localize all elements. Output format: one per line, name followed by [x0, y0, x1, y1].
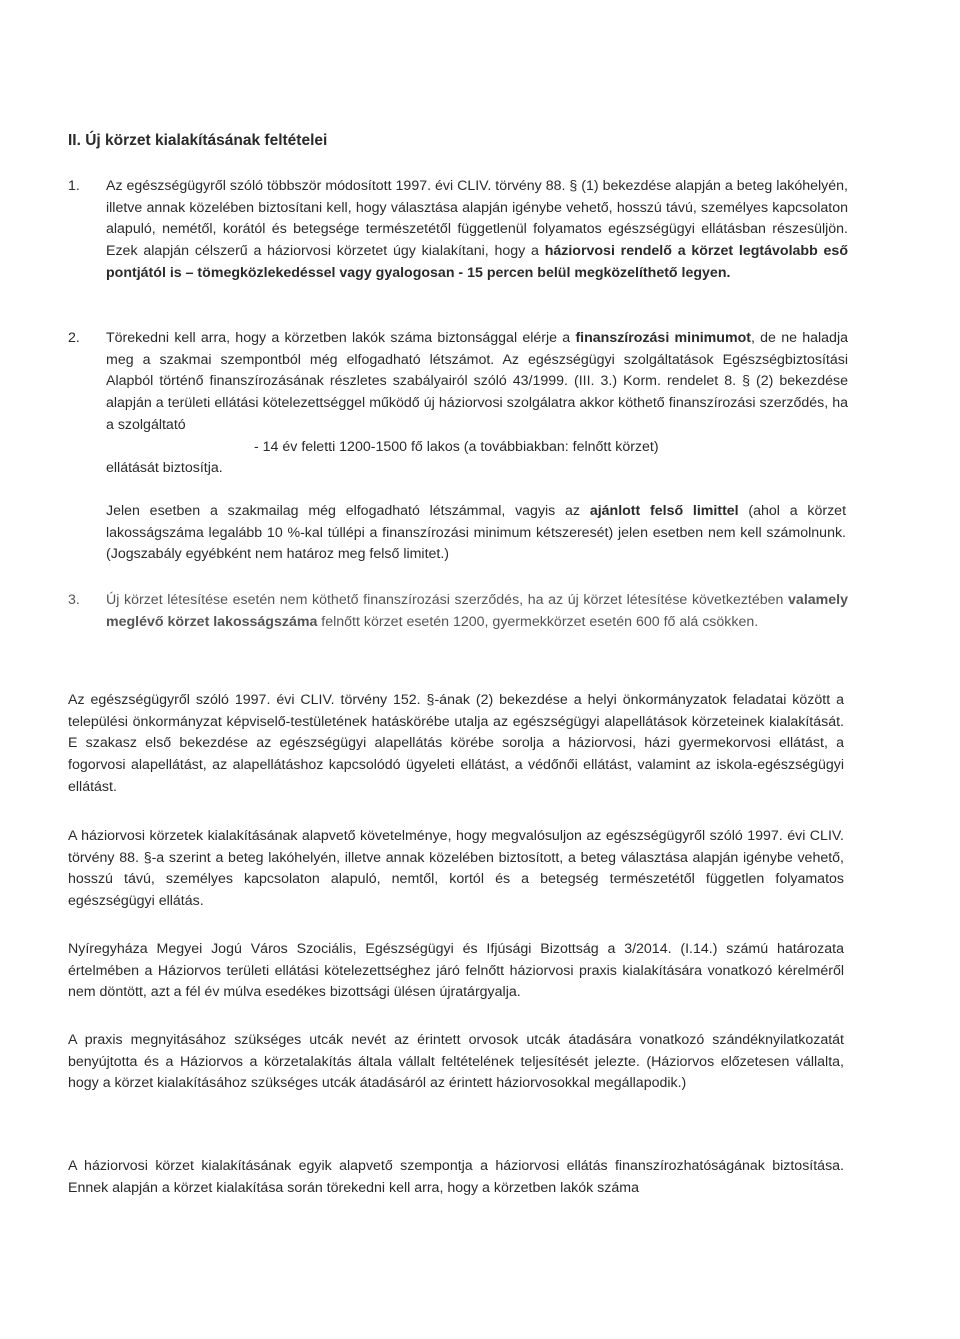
paragraph-1: Az egészségügyről szóló 1997. évi CLIV. törvény 152. §-ának (2) bekezdése a helyi önkormányzatok feladatai között a települési önkormányzat képviselő-testületének hatáskörébe utalja az egészségügyi alapellátások körzeteinek kialakítását. E szakasz első bekezdése az egészségügyi alapellátás körébe sorolja a háziorvosi, házi gyermekorvosi ellátást, a fogorvosi alapellátást, az alapellátáshoz kapcsolódó ügyeleti ellátást, a védőnői ellátást, valamint az iskola-egészségügyi ellátást. — [68, 692, 844, 795]
bold-text: ajánlott felső limittel — [589, 503, 739, 519]
paragraph-3: Nyíregyháza Megyei Jogú Város Szociális, Egészségügyi és Ifjúsági Bizottság a 3/2014. (I.14.) számú határozata értelmében a Háziorvos területi ellátási kötelezettséghez járó felnőtt háziorvosi praxis kialakítására vonatkozó kérelméről nem döntött, azt a fél év múlva esedékes bizottsági ülésen újratárgyalja. — [68, 941, 844, 1001]
list-item-text: Törekedni kell arra, hogy a körzetben lakók száma biztonsággal elérje a finanszírozási minimumot, de ne haladja meg a szakmai szempontból még elfogadható létszámot. Az egészségügyi szolgáltatások Egészségbiztosítási Alapból történő finanszírozásának részletes szabályairól szóló 43/1999. (III. 3.) Korm. rendelet 8. § (2) bekezdése alapján a területi ellátási kötelezettséggel működő új háziorvosi szolgálatra akkor köthető finanszírozási szerződés, ha a szolgáltató - 14 év feletti 1200-1500 fő lakos (a továbbiakban: felnőtt körzet) ellátását biztosítja. — [106, 330, 848, 477]
list-item-text: Az egészségügyről szóló többször módosított 1997. évi CLIV. törvény 88. § (1) bekezdése alapján a beteg lakóhelyén, illetve annak közelében biztosítani kell, hogy választása alapján igénybe vehető, hosszú távú, személyes kapcsolaton alapuló, nemétől, korától és betegsége természetétől függetlenül folyamatos egészségügyi ellátásban részesüljön. Ezek alapján célszerű a háziorvosi körzetet úgy kialakítani, hogy a háziorvosi rendelő a körzet legtávolabb eső pontjától is – tömegközlekedéssel vagy gyalogosan - 15 percen belül megközelíthető legyen. — [106, 178, 848, 281]
list-number: 1. — [68, 178, 80, 194]
bold-text: finanszírozási minimumot — [575, 330, 751, 346]
indented-line: - 14 év feletti 1200-1500 fő lakos (a továbbiakban: felnőtt körzet) — [254, 438, 659, 455]
list-item-text: Új körzet létesítése esetén nem köthető finanszírozási szerződés, ha az új körzet létesítése következtében valamely meglévő körzet lakosságszáma felnőtt körzet esetén 1200, gyermekkörzet esetén 600 fő alá csökken. — [106, 592, 848, 630]
bold-text: háziorvosi rendelő a körzet legtávolabb eső pontjától is – tömegközlekedéssel vagy gyalogosan - 15 percen belül megközelíthető legyen. — [106, 243, 848, 281]
section-heading: II. Új körzet kialakításának feltételei — [68, 132, 328, 149]
list-item-2 — [68, 328, 848, 480]
list-item-3 — [68, 590, 848, 633]
paragraph-2: A háziorvosi körzetek kialakításának alapvető követelménye, hogy megvalósuljon az egészségügyről szóló 1997. évi CLIV. törvény 88. §-a szerint a beteg lakóhelyén, illetve annak közelében biztosított, a beteg választása alapján igénybe vehető, hosszú távú, személyes kapcsolaton alapuló, nemtől, kortól és a betegség természetétől független folyamatos egészségügyi ellátás. — [68, 828, 844, 910]
list-number: 3. — [68, 592, 80, 608]
list-item-1 — [68, 176, 848, 285]
paragraph-4: A praxis megnyitásához szükséges utcák nevét az érintett orvosok utcák átadására vonatkozó szándéknyilatkozatát benyújtotta és a Háziorvos a körzetalakítás általa vállalt feltételének teljesítését jelezte. (Háziorvos előzetesen vállalta, hogy a körzet kialakításához szükséges utcák átadásáról az érintett háziorvosokkal megállapodik.) — [68, 1032, 844, 1092]
list-number: 2. — [68, 330, 80, 346]
note-paragraph: Jelen esetben a szakmailag még elfogadható létszámmal, vagyis az ajánlott felső limittel (ahol a körzet lakosságszáma legalább 10 %-kal túllépi a finanszírozási minimum kétszeresét) jelen esetben nem kell számolnunk. (Jogszabály egyébként nem határoz meg felső limitet.) — [106, 503, 847, 563]
bold-text: valamely meglévő körzet lakosságszáma — [106, 592, 848, 630]
paragraph-5: A háziorvosi körzet kialakításának egyik alapvető szempontja a háziorvosi ellátás finanszírozhatóságának biztosítása. Ennek alapján a körzet kialakítása során törekedni kell arra, hogy a körzetben lakók száma — [68, 1158, 844, 1196]
